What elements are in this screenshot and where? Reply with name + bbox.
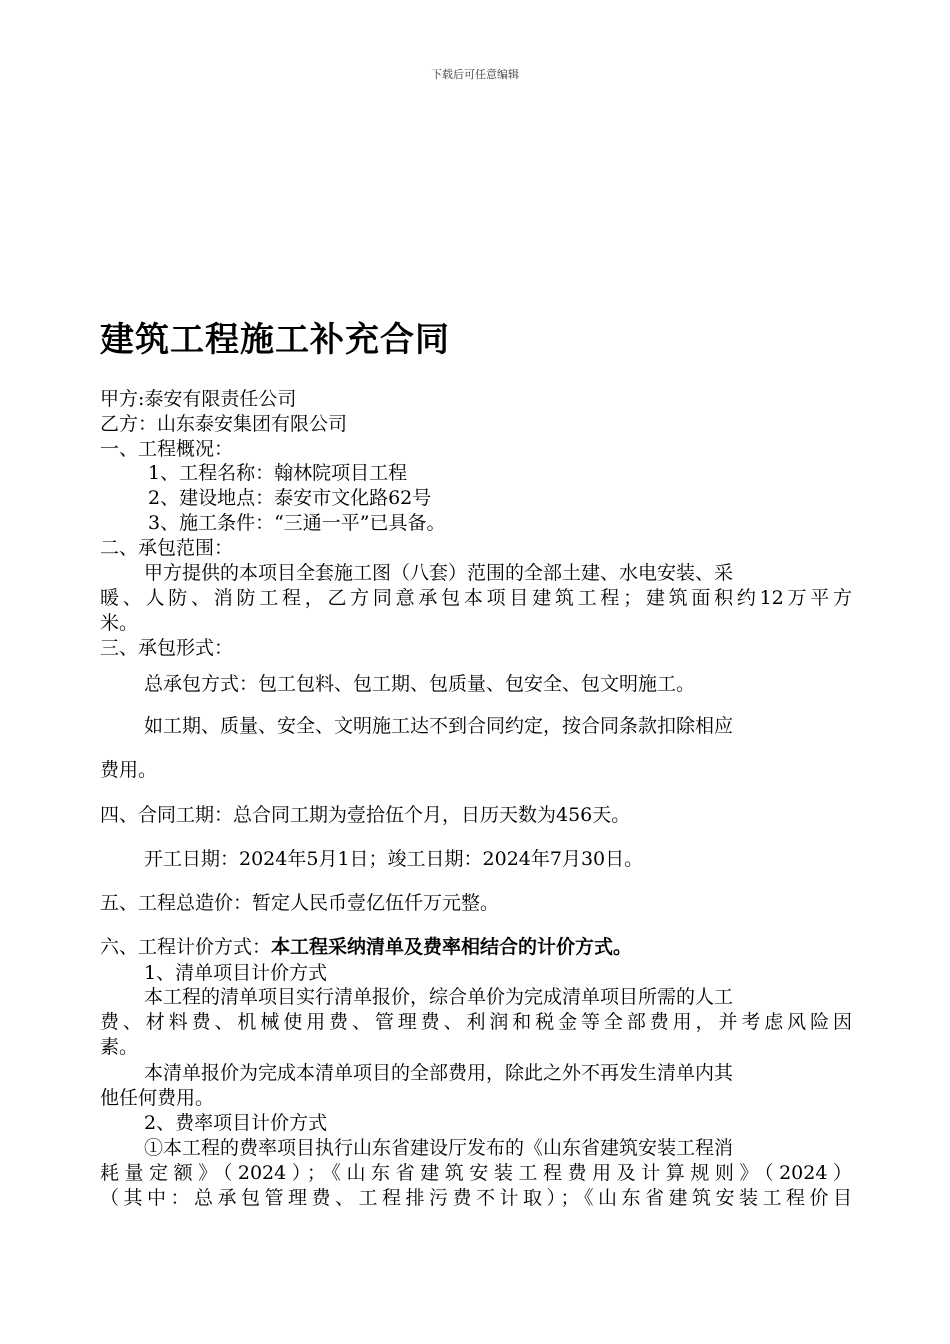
section5-line1: 五、工程总造价：暂定人民币壹亿伍仟万元整。 [100, 892, 500, 914]
section3-line1: 总承包方式：包工包料、包工期、包质量、包安全、包文明施工。 [144, 673, 696, 695]
section6-sub1: 1、清单项目计价方式 [144, 962, 328, 984]
section6-p2-line2: 他任何费用。 [100, 1087, 215, 1109]
section6-p2-line1: 本清单报价为完成本清单项目的全部费用，除此之外不再发生清单内其 [144, 1062, 734, 1084]
section6-p1-line3: 素。 [100, 1036, 139, 1058]
section2-line1: 甲方提供的本项目全套施工图（八套）范围的全部土建、水电安装、采 [144, 562, 734, 584]
section1-item1: 1、工程名称：翰林院项目工程 [148, 462, 408, 484]
section3-heading: 三、承包形式： [100, 637, 234, 659]
section3-line3: 费用。 [100, 759, 158, 781]
section6-heading-bold: 本工程采纳清单及费率相结合的计价方式。 [271, 936, 633, 958]
document-title: 建筑工程施工补充合同 [100, 320, 450, 360]
section6-p3-line2: 耗量定额》（2024）；《山东省建筑安装工程费用及计算规则》（2024） [100, 1162, 852, 1184]
section6-sub2: 2、费率项目计价方式 [144, 1112, 328, 1134]
section2-heading: 二、承包范围： [100, 537, 234, 559]
section4-line1: 四、合同工期：总合同工期为壹拾伍个月，日历天数为456天。 [100, 804, 631, 826]
section6-p3-line3: （其中：总承包管理费、工程排污费不计取）；《山东省建筑安装工程价目 [100, 1187, 852, 1209]
party-a: 甲方:泰安有限责任公司 [100, 388, 297, 410]
section1-item3: 3、施工条件：“三通一平”已具备。 [148, 512, 446, 534]
section1-heading: 一、工程概况： [100, 438, 234, 460]
section3-line2: 如工期、质量、安全、文明施工达不到合同约定，按合同条款扣除相应 [144, 715, 734, 737]
section2-line2: 暖、人防、消防工程，乙方同意承包本项目建筑工程；建筑面积约12万平方 [100, 587, 852, 609]
section6-heading [100, 932, 632, 959]
header-note: 下载后可任意编辑 [431, 68, 519, 81]
section6-p1-line2: 费、材料费、机械使用费、管理费、利润和税金等全部费用，并考虑风险因 [100, 1011, 852, 1033]
section2-line3: 米。 [100, 612, 139, 634]
section6-heading-prefix: 六、工程计价方式： [100, 936, 272, 958]
section4-line2: 开工日期：2024年5月1日；竣工日期：2024年7月30日。 [144, 848, 644, 870]
section6-p1-line1: 本工程的清单项目实行清单报价，综合单价为完成清单项目所需的人工 [144, 986, 734, 1008]
party-b: 乙方：山东泰安集团有限公司 [100, 413, 348, 435]
section1-item2: 2、建设地点：泰安市文化路62号 [148, 487, 432, 509]
section6-p3-line1: ①本工程的费率项目执行山东省建设厅发布的《山东省建筑安装工程消 [144, 1137, 734, 1159]
